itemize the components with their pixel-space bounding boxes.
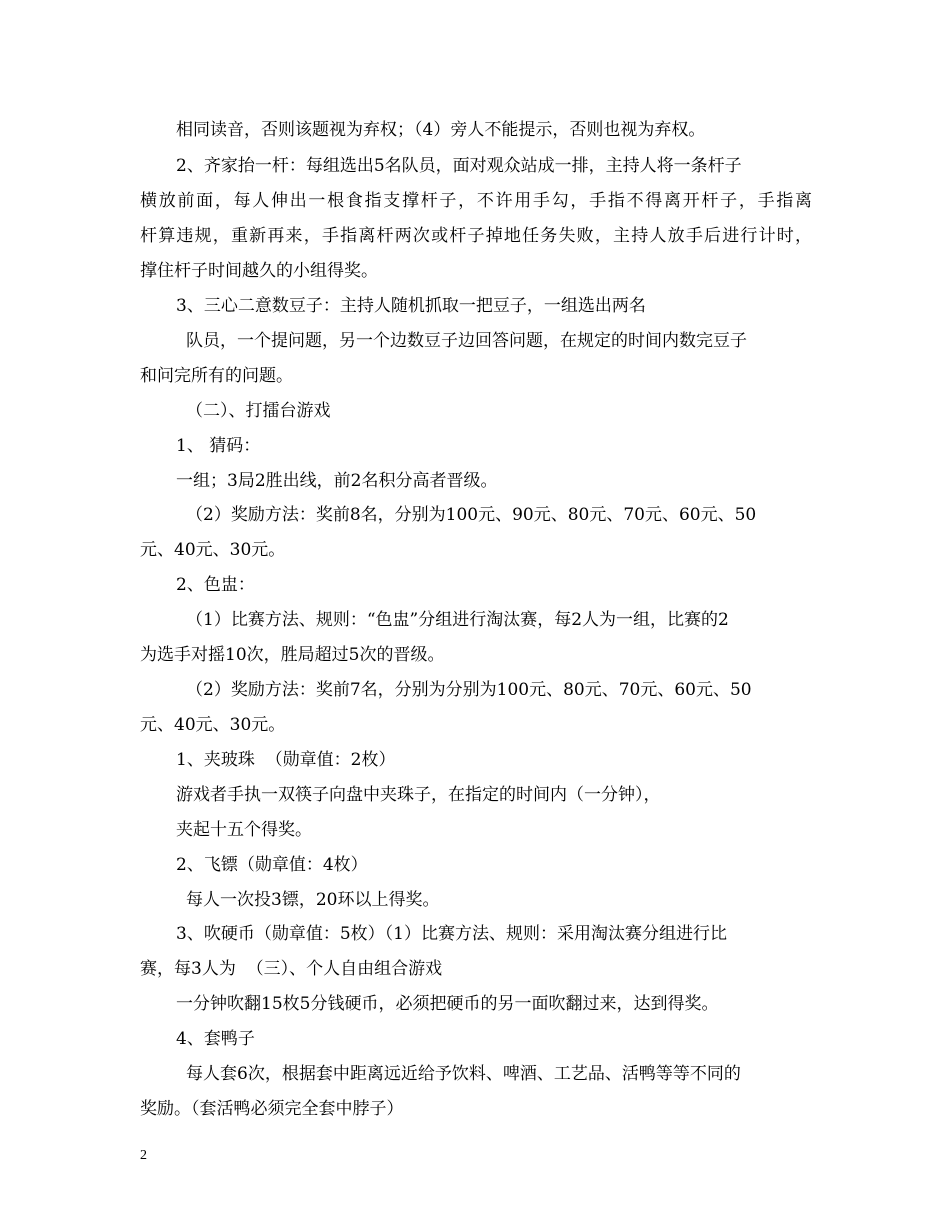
- text-line: 2、色盅：: [176, 575, 255, 595]
- text-line: 2、齐家抬一杆：每组选出5名队员，面对观众站成一排，主持人将一条杆子: [176, 156, 742, 176]
- text-line: 杆算违规，重新再来，手指离杆两次或杆子掉地任务失败，主持人放手后进行计时，: [140, 226, 812, 246]
- text-line: 2、飞镖（勋章值：4枚）: [176, 855, 368, 875]
- text-line: 1、 猜码：: [176, 436, 261, 456]
- text-line: 3、三心二意数豆子：主持人随机抓取一把豆子，一组选出两名: [176, 296, 646, 316]
- text-line: 游戏者手执一双筷子向盘中夹珠子，在指定的时间内（一分钟），: [176, 785, 661, 805]
- section-heading: （二）、打擂台游戏: [186, 401, 331, 421]
- text-line: 撑住杆子时间越久的小组得奖。: [140, 261, 378, 281]
- text-line: 赛，每3人为 （三）、个人自由组合游戏: [140, 959, 443, 979]
- page-number: 2: [140, 1148, 147, 1163]
- text-line: （1）比赛方法、规则：“色盅”分组进行淘汰赛，每2人为一组，比赛的2: [186, 610, 729, 630]
- text-line: 一分钟吹翻15枚5分钱硬币，必须把硬币的另一面吹翻过来，达到得奖。: [176, 994, 719, 1014]
- text-line: 1、夹玻珠 （勋章值：2枚）: [176, 750, 396, 770]
- text-line: 横放前面，每人伸出一根食指支撑杆子，不许用手勾，手指不得离开杆子，手指离: [140, 191, 812, 211]
- text-line: 元、40元、30元。: [140, 540, 286, 560]
- text-line: 奖励。（套活鸭必须完全套中脖子）: [140, 1099, 404, 1119]
- text-line: 3、吹硬币（勋章值：5枚）（1）比赛方法、规则：采用淘汰赛分组进行比: [176, 924, 727, 944]
- text-line: 夹起十五个得奖。: [176, 820, 312, 840]
- text-line: （2）奖励方法：奖前7名，分别为分别为100元、80元、70元、60元、50: [186, 680, 752, 700]
- text-line: 和问完所有的问题。: [140, 366, 293, 386]
- text-line: 元、40元、30元。: [140, 715, 286, 735]
- text-line: （2）奖励方法：奖前8名，分别为100元、90元、80元、70元、60元、50: [186, 505, 757, 525]
- text-line: 一组；3局2胜出线，前2名积分高者晋级。: [176, 471, 498, 491]
- text-line: 每人套6次，根据套中距离远近给予饮料、啤酒、工艺品、活鸭等等不同的: [186, 1064, 741, 1084]
- text-line: 4、套鸭子: [176, 1029, 255, 1049]
- text-line: 相同读音，否则该题视为弃权；（4）旁人不能提示，否则也视为弃权。: [176, 120, 706, 140]
- text-line: 每人一次投3镖，20环以上得奖。: [186, 890, 440, 910]
- text-line: 为选手对摇10次，胜局超过5次的晋级。: [140, 645, 445, 665]
- text-line: 队员，一个提问题，另一个边数豆子边回答问题，在规定的时间内数完豆子: [186, 331, 747, 351]
